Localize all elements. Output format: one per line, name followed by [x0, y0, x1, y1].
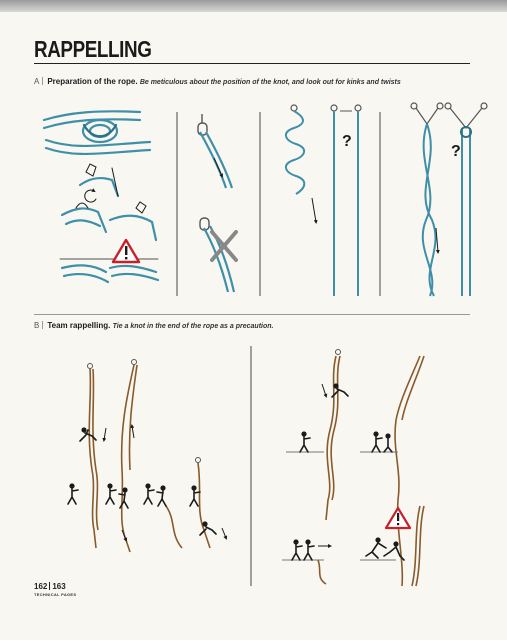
page-number-left: 162 — [34, 582, 48, 591]
section-b-rule — [34, 314, 470, 315]
anchor-bolt-icon — [411, 103, 443, 124]
figure-eight-knot — [44, 111, 150, 154]
anchor-bolt-icon — [88, 364, 93, 369]
climber-figure — [300, 431, 310, 452]
section-a-title: Preparation of the rope. — [47, 77, 138, 86]
anchor-bolt-icon — [291, 105, 297, 111]
page-title: RAPPELLING — [34, 36, 152, 62]
knot-step-wrong — [62, 265, 108, 282]
anchor-bolt-icon — [331, 105, 337, 111]
anchor-bolt-icon — [445, 103, 487, 128]
page-number-separator — [49, 582, 50, 590]
page-number-right: 163 — [52, 582, 66, 591]
climber-figure — [106, 483, 116, 504]
section-b-caption: Tie a knot in the end of the rope as a precaution. — [112, 323, 274, 330]
knot-step-hand-1 — [80, 164, 118, 196]
page-number — [34, 582, 76, 597]
section-a-caption: Be meticulous about the position of the knot, and look out for kinks and twists — [139, 79, 401, 86]
page-section-label: TECHNICAL PAGES — [34, 592, 77, 597]
anchor-bolt-icon — [355, 105, 361, 111]
climber-figure — [119, 487, 128, 508]
down-arrow-icon — [312, 198, 316, 222]
knot-step-hand-2 — [62, 203, 106, 232]
carabiner-icon — [198, 114, 207, 135]
anchor-bolt-icon — [196, 458, 201, 463]
knot-step-hand-3 — [110, 202, 156, 240]
climber-figure — [372, 431, 382, 452]
up-arrow-icon — [132, 426, 134, 438]
section-a-letter: A — [34, 77, 40, 86]
climber-figure — [157, 485, 166, 506]
climber-figure — [144, 483, 154, 504]
climber-figure — [190, 485, 200, 506]
panel-a2-carabiner — [198, 114, 236, 292]
question-mark-icon: ? — [342, 133, 352, 150]
anchor-bolt-icon — [336, 350, 341, 355]
down-arrow-icon — [222, 528, 226, 538]
panel-a3-coils — [286, 105, 361, 296]
section-b-heading — [34, 321, 273, 330]
panel-a4-twists — [411, 103, 487, 296]
climber-figure — [292, 539, 302, 560]
climber-figure — [68, 483, 78, 504]
climber-figure — [304, 539, 314, 560]
panel-b2-ledges — [282, 350, 424, 587]
climber-figures-right — [292, 383, 404, 560]
down-arrow-icon — [322, 384, 326, 396]
question-mark-icon: ? — [451, 143, 461, 160]
section-b-title: Team rappelling. — [47, 321, 111, 330]
section-b-letter: B — [34, 321, 40, 330]
knot-step-right — [110, 266, 158, 280]
warning-icon — [113, 240, 139, 262]
panel-a1-knot-steps — [44, 111, 158, 282]
anchor-bolt-icon — [132, 360, 137, 365]
climber-figure — [384, 433, 392, 452]
warning-icon — [386, 508, 410, 528]
climber-figure — [366, 537, 386, 558]
down-arrow-icon — [104, 428, 106, 440]
section-b-divider — [42, 321, 43, 329]
